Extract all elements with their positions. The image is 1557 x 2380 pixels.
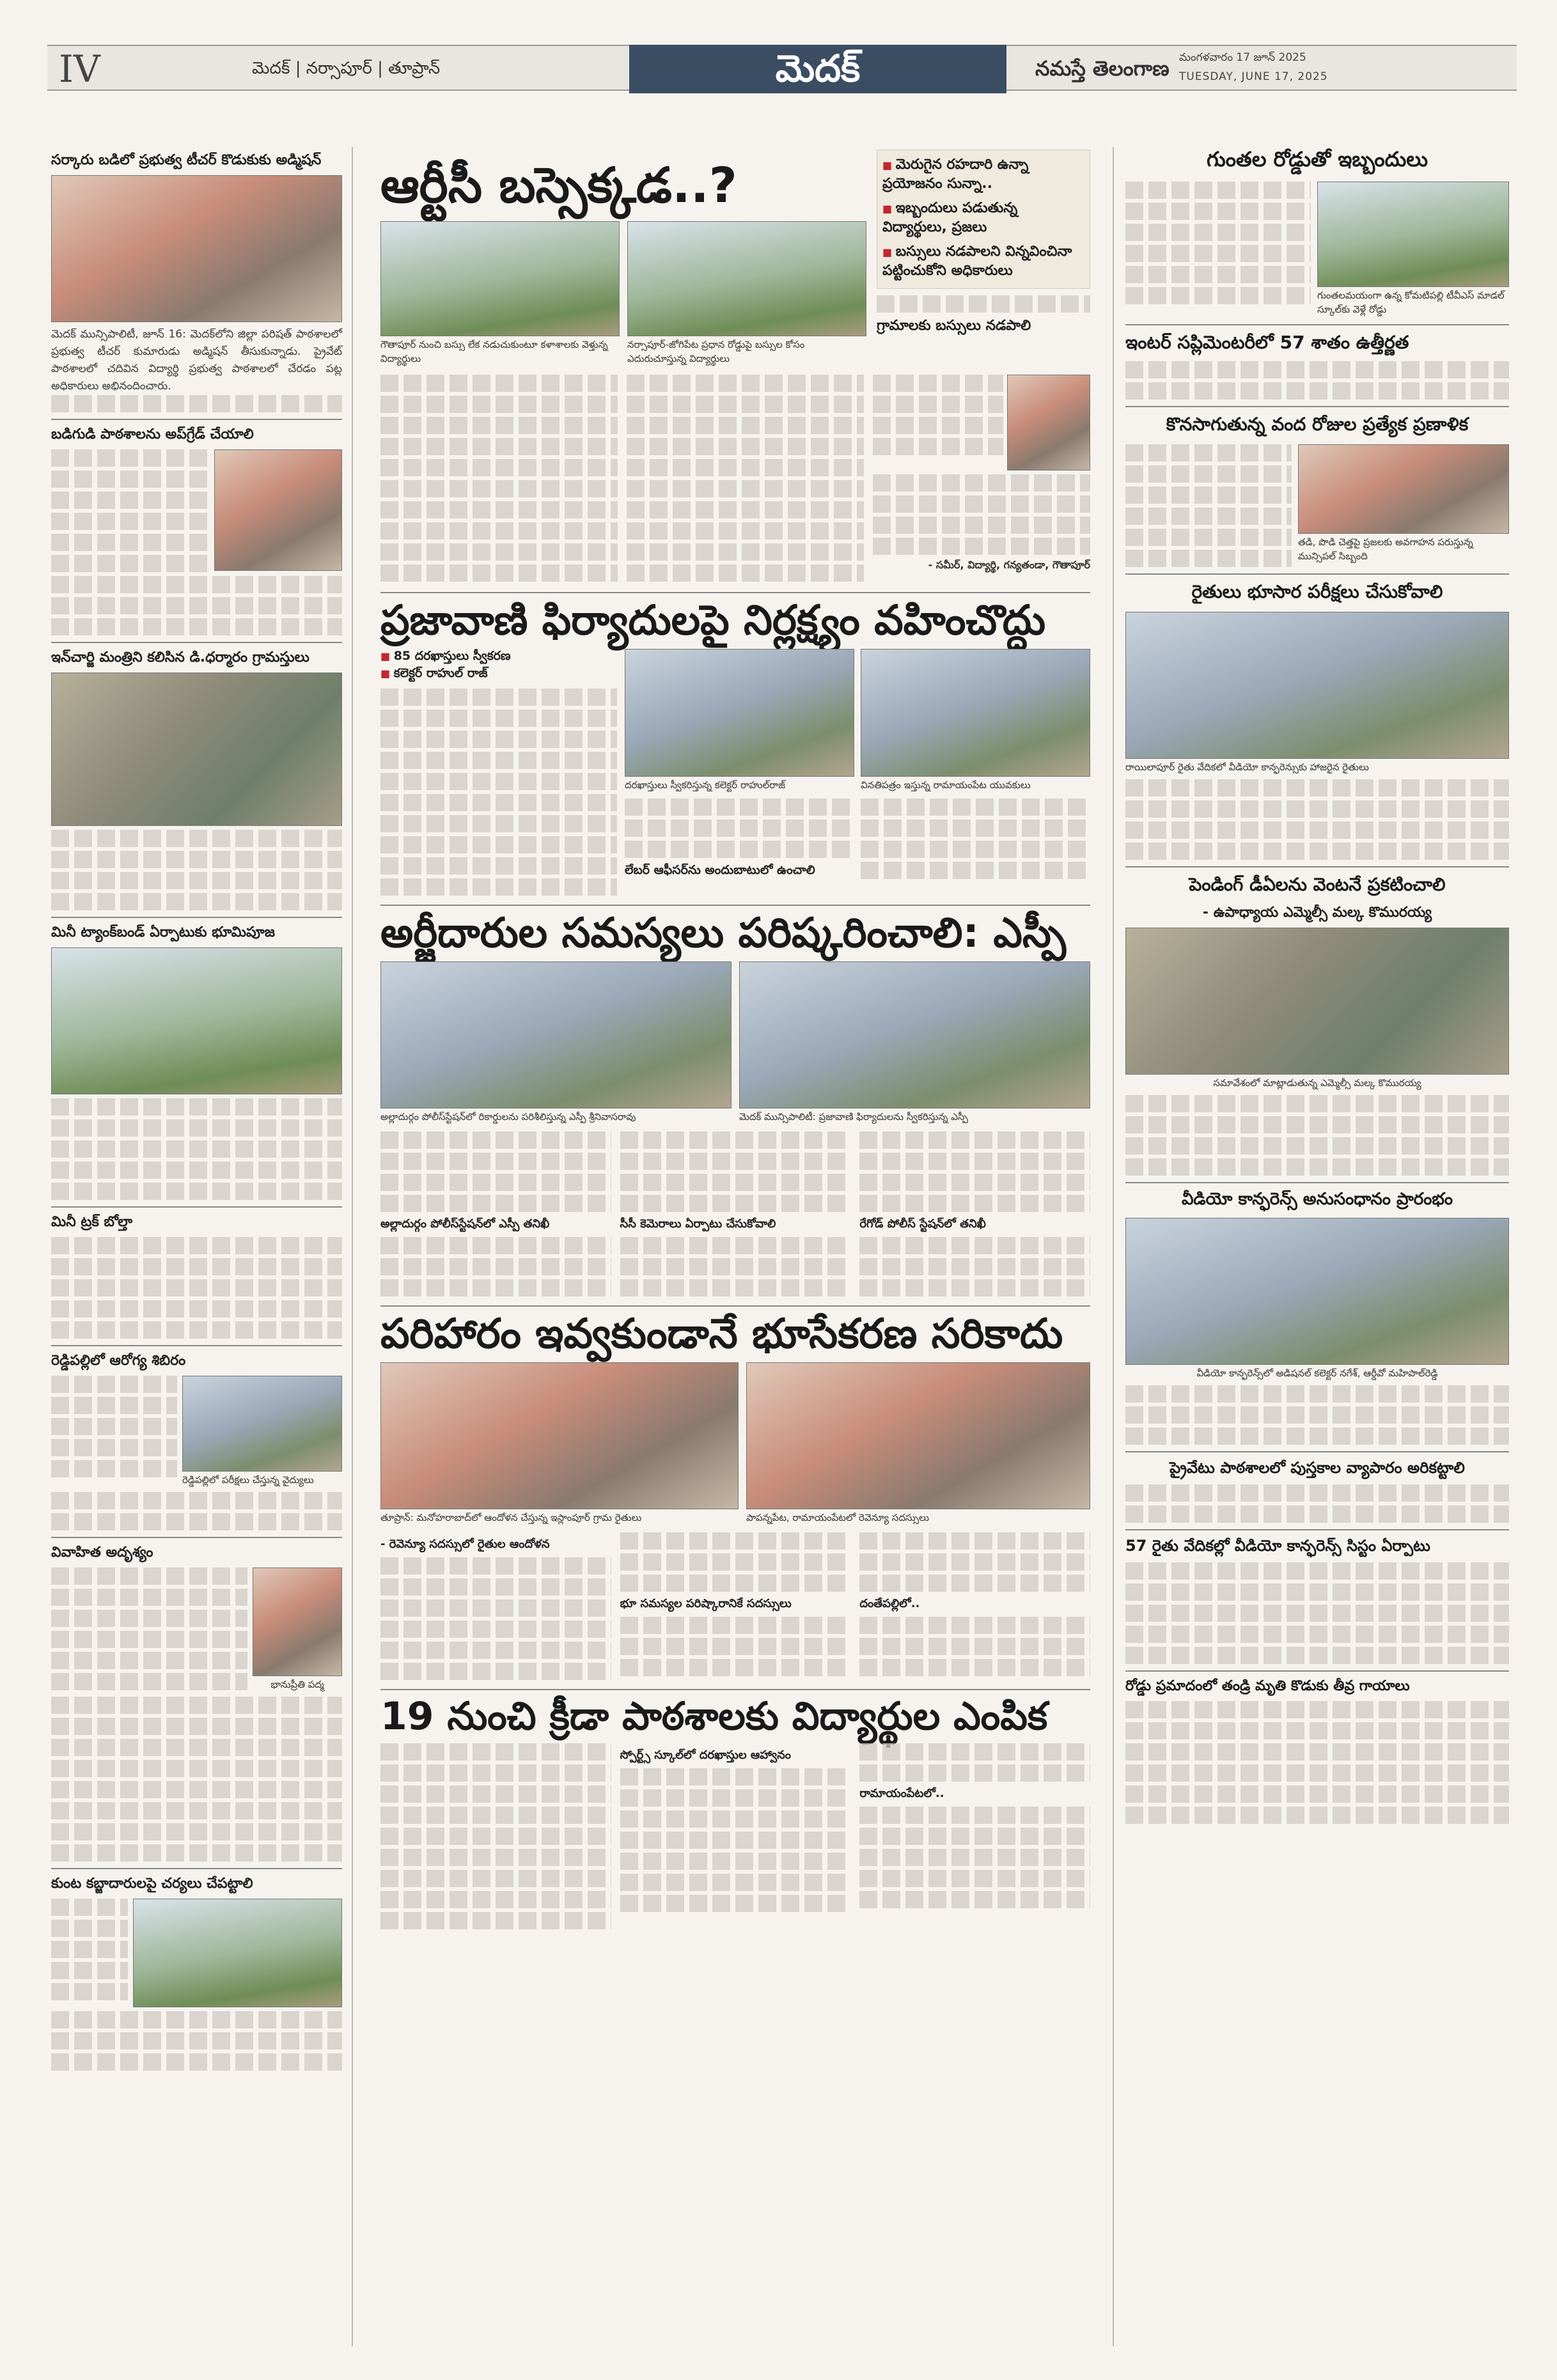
photo-caption: గౌతాపూర్ నుంచి బస్సు లేక నడుచుకుంటూ కళాశాలకు వెళ్తున్న విద్యార్థులు xyxy=(380,338,608,364)
bullet-point: ■ 85 దరఖాస్తులు స్వీకరణ xyxy=(380,649,617,666)
news-photo xyxy=(380,1362,739,1509)
story-subhead: సీసీ కెమెరాలు ఏర్పాటు చేసుకోవాలి xyxy=(620,1217,776,1231)
photo-caption: తడి, పొడి చెత్తపై ప్రజలకు అవగాహన పరుస్తున్న మున్సిపల్ సిబ్బంది xyxy=(1298,536,1473,562)
story-headline: వీడియో కాన్ఫరెన్స్ అనుసంధానం ప్రారంభం xyxy=(1181,1190,1453,1209)
masthead xyxy=(47,45,1517,91)
section-breadcrumb: మెదక్ | నర్సాపూర్ | తూప్రాన్ xyxy=(252,59,441,78)
news-photo xyxy=(627,221,866,336)
story-headline: ఇన్‌చార్జి మంత్రిని కలిసిన డి.ధర్మారం గ్రామస్తులు xyxy=(51,649,309,665)
story-headline: గుంతల రోడ్డుతో ఇబ్బందులు xyxy=(1206,147,1428,171)
edition-title: మెదక్ xyxy=(629,45,1006,93)
news-photo xyxy=(380,961,732,1108)
story-headline: మినీ ట్రక్ బోల్తా xyxy=(51,1214,133,1230)
news-photo xyxy=(1125,612,1509,759)
story-headline: వివాహిత అదృశ్యం xyxy=(51,1544,153,1560)
news-photo xyxy=(1125,1218,1509,1365)
story-subhead: రామాయంపేటలో.. xyxy=(859,1787,944,1801)
photo-caption: అల్లాదుర్గం పోలీస్‌స్టేషన్‌లో రికార్డులను పరిశీలిస్తున్న ఎస్పీ శ్రీనివాసరావు xyxy=(380,1111,636,1123)
page-number: IV xyxy=(59,47,100,91)
story-subhead: - రెవెన్యూ సదస్సులో రైతుల ఆందోళన xyxy=(380,1537,550,1552)
news-photo xyxy=(133,1899,342,2007)
news-photo xyxy=(746,1362,1090,1509)
story-subhead: రేగోడ్ పోలీస్ స్టేషన్‌లో తనిఖీ xyxy=(859,1217,986,1231)
photo-caption: భానుప్రీతి పద్మ xyxy=(270,1679,324,1690)
bullet-point: ■ కలెక్టర్ రాహుల్ రాజ్ xyxy=(380,666,617,683)
story-subhead: అల్లాదుర్గం పోలీస్‌స్టేషన్‌లో ఎస్పీ తనిఖీ xyxy=(380,1217,550,1231)
story-subhead: భూ సమస్యల పరిష్కారానికే సదస్సులు xyxy=(620,1597,792,1611)
story-headline: సర్కారు బడిలో ప్రభుత్వ టీచర్ కొడుకుకు అడ్మిషన్ xyxy=(51,152,322,168)
story-headline: రైతులు భూసార పరీక్షలు చేసుకోవాలి xyxy=(1191,581,1443,602)
photo-caption: దరఖాస్తులు స్వీకరిస్తున్న కలెక్టర్ రాహుల్‌రాజ్ xyxy=(625,779,786,791)
story-headline: ఇంటర్ సప్లిమెంటరీలో 57 శాతం ఉత్తీర్ణత xyxy=(1125,332,1409,353)
photo-caption: తూప్రాన్: మనోహరాబాద్‌లో ఆందోళన చేస్తున్న ఇస్లాంపూర్ గ్రామ రైతులు xyxy=(380,1512,642,1524)
photo-caption: రెడ్డిపల్లిలో పరీక్షలు చేస్తున్న వైద్యులు xyxy=(182,1474,314,1486)
story-subhead: - ఉపాధ్యాయ ఎమ్మెల్సీ మల్క కొమురయ్య xyxy=(1202,905,1432,921)
photo-caption: వీడియో కాన్ఫరెన్స్‌లో అడిషనల్ కలెక్టర్ నగేశ్, ఆర్డీవో మహిపాల్‌రెడ్డి xyxy=(1196,1367,1438,1379)
date-telugu: మంగళవారం 17 జూన్ 2025 xyxy=(1179,51,1306,64)
news-photo xyxy=(51,175,342,322)
story-headline: రోడ్డు ప్రమాదంలో తండ్రి మృతి కొడుకు తీవ్ర గాయాలు xyxy=(1125,1678,1410,1694)
story-headline: కొనసాగుతున్న వంద రోజుల ప్రత్యేక ప్రణాళిక xyxy=(1166,414,1469,435)
story-subhead: స్పోర్ట్స్ స్కూల్‌లో దరఖాస్తుల ఆహ్వానం xyxy=(620,1748,791,1762)
portrait-photo xyxy=(1007,375,1090,471)
right-column xyxy=(1125,147,1509,1824)
bullet-point: ■ బస్సులు నడపాలని విన్నవించినా పట్టించుకోని అధికారులు xyxy=(882,244,1084,282)
center-column xyxy=(380,147,1090,1929)
story-headline: ప్రజావాణి ఫిర్యాదులపై నిర్లక్ష్యం వహించొద్దు xyxy=(380,596,1046,644)
news-photo xyxy=(1298,444,1509,534)
news-photo xyxy=(182,1376,342,1472)
news-photo xyxy=(861,649,1090,777)
story-headline: పెండింగ్ డీఏలను వెంటనే ప్రకటించాలి xyxy=(1189,874,1446,895)
story-headline: కుంట కబ్జాదారులపై చర్యలు చేపట్టాలి xyxy=(51,1876,253,1892)
portrait-photo xyxy=(253,1567,342,1676)
bullet-point: ■ ఇబ్బందులు పడుతున్న విద్యార్థులు, ప్రజలు xyxy=(882,200,1084,238)
news-photo xyxy=(1125,928,1509,1075)
news-photo xyxy=(214,449,342,571)
news-photo xyxy=(51,947,342,1094)
news-photo xyxy=(380,221,620,336)
bullet-point: ■ మెరుగైన రహదారి ఉన్నా ప్రయోజనం సున్నా.. xyxy=(882,157,1084,195)
story-headline: మినీ ట్యాంక్‌బండ్ ఏర్పాటుకు భూమిపూజ xyxy=(51,924,275,940)
left-column xyxy=(51,147,342,2071)
photo-caption: రాయిలాపూర్ రైతు వేదికలో వీడియో కాన్ఫరెన్సుకు హాజరైన రైతులు xyxy=(1125,761,1369,773)
story-subhead: దంతేపల్లిలో.. xyxy=(859,1597,920,1611)
story-headline: రెడ్డిపల్లిలో ఆరోగ్య శిబిరం xyxy=(51,1353,186,1369)
news-photo xyxy=(739,961,1090,1108)
story-headline: ఆర్టీసీ బస్సెక్కడ..? xyxy=(380,157,737,214)
column-divider xyxy=(352,147,353,2346)
story-headline: బడిగుడి పాఠశాలను అప్‌గ్రేడ్ చేయాలి xyxy=(51,426,254,442)
news-photo xyxy=(625,649,854,777)
photo-caption: పాపన్నపేట, రామాయంపేటలో రెవెన్యూ సదస్సులు xyxy=(746,1512,929,1524)
photo-caption: గుంతలమయంగా ఉన్న కోమటిపల్లి టీవీఎస్ మాడల్ స్కూల్‌కు వెళ్లే రోడ్డు xyxy=(1317,290,1505,315)
story-headline: 57 రైతు వేదికల్లో వీడియో కాన్ఫరెన్స్ సిస్టం ఏర్పాటు xyxy=(1125,1537,1430,1555)
byline: - సమీర్, విద్యార్థి, గన్యతండా, గౌతాపూర్ xyxy=(928,558,1090,571)
story-headline: ప్రైవేటు పాఠశాలలో పుస్తకాల వ్యాపారం అరికట్టాలి xyxy=(1170,1459,1465,1477)
date-english: TUESDAY, JUNE 17, 2025 xyxy=(1179,70,1328,83)
photo-caption: వినతిపత్రం ఇస్తున్న రామాయంపేట యువకులు xyxy=(861,779,1031,791)
story-subhead: గ్రామాలకు బస్సులు నడపాలి xyxy=(877,318,1031,334)
column-divider xyxy=(1113,147,1114,2346)
photo-caption: నర్సాపూర్-జోగిపేట ప్రధాన రోడ్డుపై బస్సుల కోసం ఎదురుచూస్తున్న విద్యార్థులు xyxy=(627,338,805,364)
story-body: మెదక్ మున్సిపాలిటీ, జూన్ 16: మెదక్‌లోని జిల్లా పరిషత్ పాఠశాలలో ప్రభుత్వ టీచర్ కుమారుడు అడ్మిషన్ తీసుకున్నాడు. ప్రైవేట్ పాఠశాలలో చదివిన విద్యార్థి ప్రభుత్వ పాఠశాలలో చేరడం పట్ల అధికారులు అభినందించారు. xyxy=(51,328,342,393)
text-line xyxy=(51,395,342,412)
brand-name: నమస్తే తెలంగాణ xyxy=(1035,56,1170,81)
story-headline: 19 నుంచి క్రీడా పాఠశాలకు విద్యార్థుల ఎంపిక xyxy=(380,1694,1048,1739)
photo-caption: సమావేశంలో మాట్లాడుతున్న ఎమ్మెల్సీ మల్క కొమురయ్య xyxy=(1213,1077,1421,1089)
story-subhead: లేబర్ ఆఫీసర్‌ను అందుబాటులో ఉంచాలి xyxy=(625,862,815,877)
story-headline: పరిహారం ఇవ్వకుండానే భూసేకరణ సరికాదు xyxy=(380,1311,1063,1358)
news-photo xyxy=(51,673,342,826)
photo-caption: మెదక్ మున్సిపాలిటీ: ప్రజావాణి ఫిర్యాదులను స్వీకరిస్తున్న ఎస్పీ xyxy=(739,1111,968,1123)
news-photo xyxy=(1317,182,1509,287)
story-headline: అర్జీదారుల సమస్యలు పరిష్కరించాలి: ఎస్పీ xyxy=(380,909,1066,957)
